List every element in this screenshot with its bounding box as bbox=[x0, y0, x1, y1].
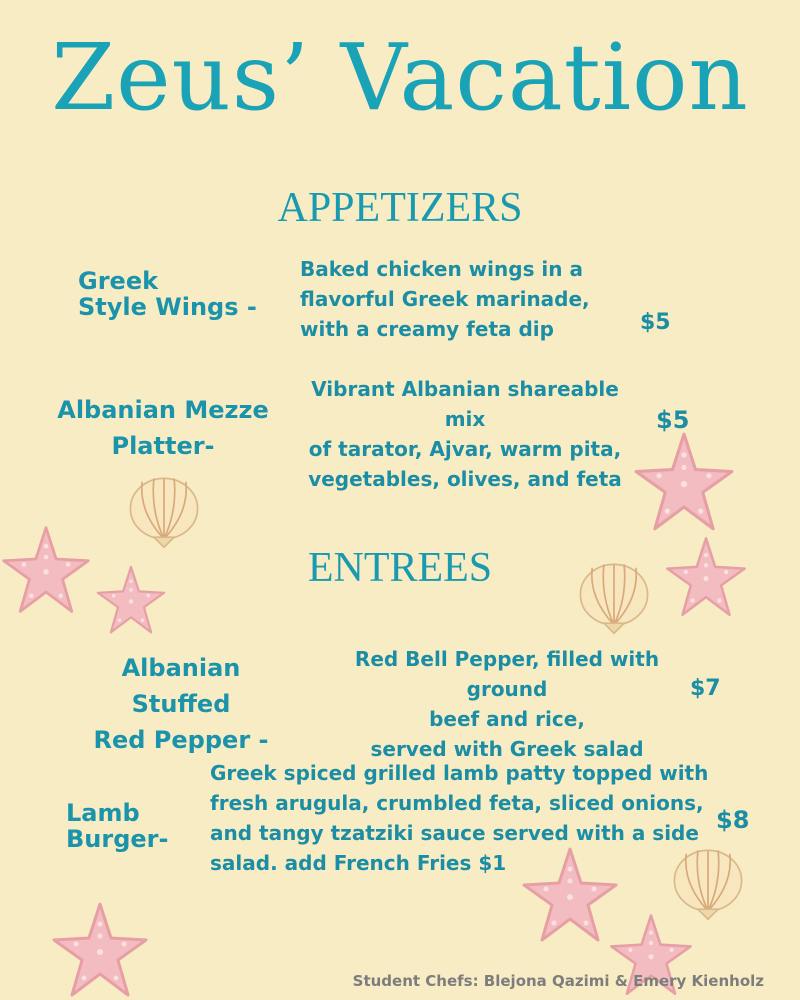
item-name-lamb-burger bbox=[66, 800, 168, 852]
desc-line: beef and rice, bbox=[429, 707, 585, 731]
section-heading-entrees: ENTREES bbox=[307, 545, 493, 591]
item-name-line: Lamb bbox=[66, 799, 140, 827]
item-name-mezze-platter bbox=[48, 392, 278, 464]
item-name-line: Red Pepper - bbox=[93, 726, 269, 754]
item-name-line: Greek bbox=[78, 267, 159, 295]
desc-line: Greek spiced grilled lamb patty topped with bbox=[210, 761, 709, 785]
item-description-greek-wings bbox=[300, 254, 590, 344]
seashell-icon bbox=[122, 470, 206, 554]
desc-line: served with Greek salad bbox=[370, 737, 644, 761]
item-name-line: Platter- bbox=[111, 432, 215, 460]
item-description-stuffed-pepper bbox=[314, 644, 700, 764]
item-description-lamb-burger bbox=[210, 758, 708, 878]
desc-line: Baked chicken wings in a bbox=[300, 257, 583, 281]
item-name-line: Style Wings - bbox=[78, 293, 257, 321]
item-description-mezze-platter bbox=[290, 374, 640, 494]
desc-line: salad. add French Fries $1 bbox=[210, 851, 507, 875]
item-name-line: Albanian Stuffed bbox=[121, 654, 241, 718]
item-price-greek-wings: $5 bbox=[640, 310, 671, 335]
desc-line: of tarator, Ajvar, warm pita, bbox=[308, 437, 622, 461]
desc-line: with a creamy feta dip bbox=[300, 317, 554, 341]
starfish-icon bbox=[632, 430, 736, 534]
item-price-stuffed-pepper: $7 bbox=[690, 676, 721, 701]
desc-line: and tangy tzatziki sauce served with a side bbox=[210, 821, 699, 845]
desc-line: fresh arugula, crumbled feta, sliced onions, bbox=[210, 791, 704, 815]
student-chefs-credit: Student Chefs: Blejona Qazimi & Emery Kienholz bbox=[352, 972, 764, 990]
desc-line: flavorful Greek marinade, bbox=[300, 287, 590, 311]
item-price-mezze-platter: $5 bbox=[656, 406, 690, 434]
desc-line: vegetables, olives, and feta bbox=[308, 467, 622, 491]
desc-line: Red Bell Pepper, filled with ground bbox=[354, 647, 660, 701]
item-price-lamb-burger: $8 bbox=[716, 806, 750, 834]
item-name-line: Burger- bbox=[66, 825, 169, 853]
item-name-line: Albanian Mezze bbox=[57, 396, 269, 424]
item-name-greek-wings bbox=[78, 268, 257, 320]
desc-line: Vibrant Albanian shareable mix bbox=[311, 377, 619, 431]
menu-title: Zeus’ Vacation bbox=[51, 24, 749, 131]
section-heading-appetizers: APPETIZERS bbox=[277, 185, 523, 231]
starfish-icon bbox=[48, 900, 152, 1000]
item-name-stuffed-pepper bbox=[70, 650, 292, 758]
